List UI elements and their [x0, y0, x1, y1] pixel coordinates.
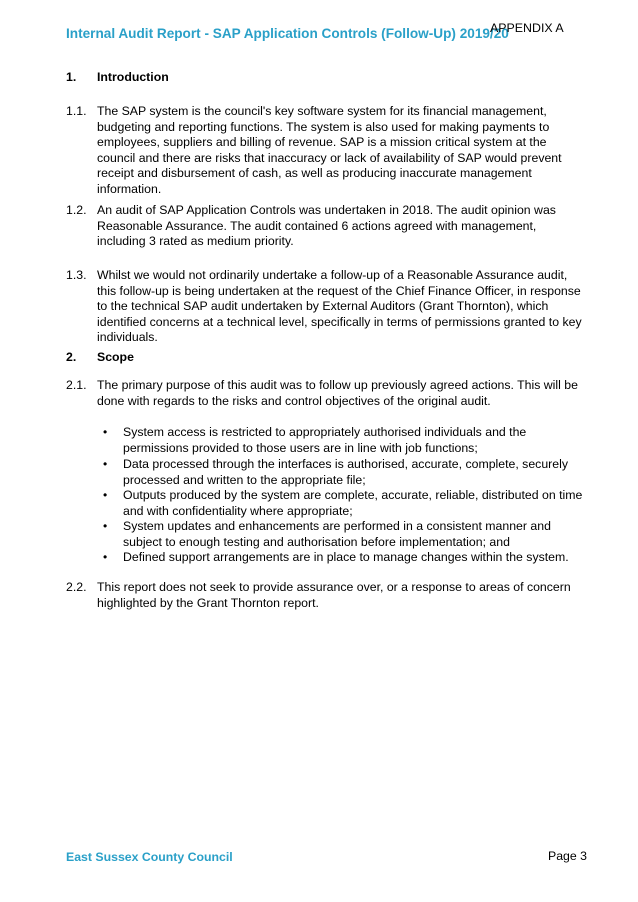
paragraph-number: 2.2. [66, 580, 87, 594]
paragraph-number: 2.1. [66, 378, 87, 392]
list-item-text: System updates and enhancements are performed in a consistent manner and subject to enough testing and authorisation before implementation; and [123, 519, 551, 549]
header-title: Internal Audit Report - SAP Application Controls (Follow-Up) 2019/20 [66, 26, 509, 41]
paragraph-text: This report does not seek to provide assurance over, or a response to areas of concern highlighted by the Grant Thornton report. [97, 580, 571, 610]
paragraph-1-3 [66, 268, 586, 346]
paragraph-number: 1.1. [66, 104, 87, 118]
paragraph-1-1 [66, 104, 586, 197]
list-item-text: System access is restricted to appropriately authorised individuals and the permissions provided to those users are in line with job functions; [123, 425, 527, 455]
section-number: 1. [66, 70, 77, 84]
bullet-icon: • [103, 519, 108, 533]
bullet-icon: • [103, 425, 108, 439]
paragraph-text: An audit of SAP Application Controls was undertaken in 2018. The audit opinion was Reasonable Assurance. The audit contained 6 actions agreed with management, including 3 rated as medium priority. [97, 203, 556, 248]
bullet-icon: • [103, 488, 108, 502]
list-item [103, 550, 593, 566]
appendix-label: APPENDIX A [490, 21, 564, 35]
paragraph-text: The primary purpose of this audit was to follow up previously agreed actions. This will be done with regards to the risks and control objectives of the original audit. [97, 378, 578, 408]
list-item [103, 519, 593, 550]
paragraph-number: 1.2. [66, 203, 87, 217]
bullet-icon: • [103, 550, 108, 564]
list-item-text: Defined support arrangements are in place to manage changes within the system. [123, 550, 569, 564]
footer-organisation: East Sussex County Council [66, 850, 233, 864]
list-item [103, 425, 593, 457]
paragraph-text: Whilst we would not ordinarily undertake a follow-up of a Reasonable Assurance audit, this follow-up is being undertaken at the request of the Chief Finance Officer, in response to the technical SAP audit undertaken by External Auditors (Grant Thornton), which identified concerns at a technical level, specifically in terms of permissions granted to key individuals. [97, 268, 582, 344]
list-item-text: Data processed through the interfaces is authorised, accurate, complete, securely processed and written to the appropriate file; [123, 457, 568, 487]
section-title: Introduction [97, 70, 169, 84]
paragraph-number: 1.3. [66, 268, 87, 282]
paragraph-2-2 [66, 580, 586, 611]
bullet-icon: • [103, 457, 108, 471]
section-heading-scope [66, 350, 134, 366]
list-item [103, 488, 593, 519]
section-number: 2. [66, 350, 77, 364]
footer-page-number: Page 3 [548, 849, 587, 863]
paragraph-2-1 [66, 378, 586, 409]
list-item [103, 457, 593, 488]
section-title: Scope [97, 350, 134, 364]
paragraph-text: The SAP system is the council's key software system for its financial management, budgeting and reporting functions. The system is also used for making payments to employees, suppliers and billing of revenue. SAP is a mission critical system at the council and there are risks that inaccuracy or lack of availability of SAP would prevent receipt and disbursement of cash, as well as producing inaccurate management information. [97, 104, 562, 196]
paragraph-1-2 [66, 203, 586, 250]
scope-bullet-list [103, 425, 593, 566]
list-item-text: Outputs produced by the system are complete, accurate, reliable, distributed on time and with confidentiality where appropriate; [123, 488, 583, 518]
section-heading-introduction [66, 70, 169, 86]
